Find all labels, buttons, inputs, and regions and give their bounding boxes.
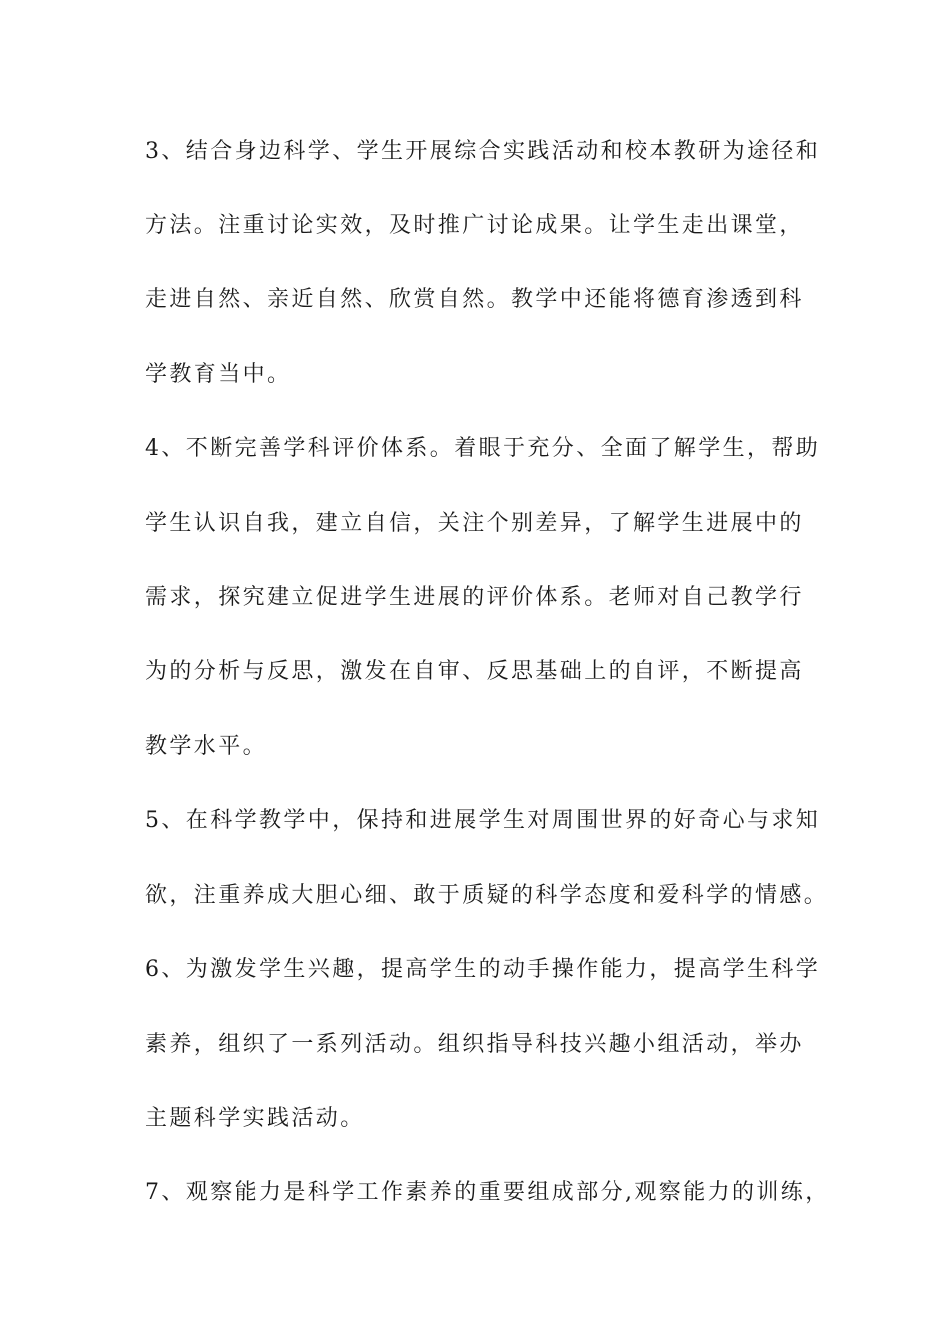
text-line-12: 6、为激发学生兴趣，提高学生的动手操作能力，提高学生科学 <box>145 957 821 982</box>
text-line-2: 方法。注重讨论实效，及时推广讨论成果。让学生走出课堂， <box>145 213 804 238</box>
text-line-9: 教学水平。 <box>145 734 268 759</box>
text-line-11: 欲，注重养成大胆心细、敢于质疑的科学态度和爱科学的情感。 <box>145 883 829 908</box>
text-line-4: 学教育当中。 <box>145 362 292 387</box>
text-line-13: 素养，组织了一系列活动。组织指导科技兴趣小组活动，举办 <box>145 1032 804 1057</box>
text-line-15: 7、观察能力是科学工作素养的重要组成部分,观察能力的训练， <box>145 1180 830 1205</box>
text-line-10: 5、在科学教学中，保持和进展学生对周围世界的好奇心与求知 <box>145 808 821 833</box>
text-line-8: 为的分析与反思，激发在自审、反思基础上的自评，不断提高 <box>145 659 804 684</box>
text-line-14: 主题科学实践活动。 <box>145 1106 365 1131</box>
text-line-3: 走进自然、亲近自然、欣赏自然。教学中还能将德育渗透到科 <box>145 287 804 312</box>
text-line-5: 4、不断完善学科评价体系。着眼于充分、全面了解学生，帮助 <box>145 436 821 461</box>
text-line-7: 需求，探究建立促进学生进展的评价体系。老师对自己教学行 <box>145 585 804 610</box>
text-line-1: 3、结合身边科学、学生开展综合实践活动和校本教研为途径和 <box>145 139 821 164</box>
text-line-6: 学生认识自我，建立自信，关注个别差异，了解学生进展中的 <box>145 511 804 536</box>
